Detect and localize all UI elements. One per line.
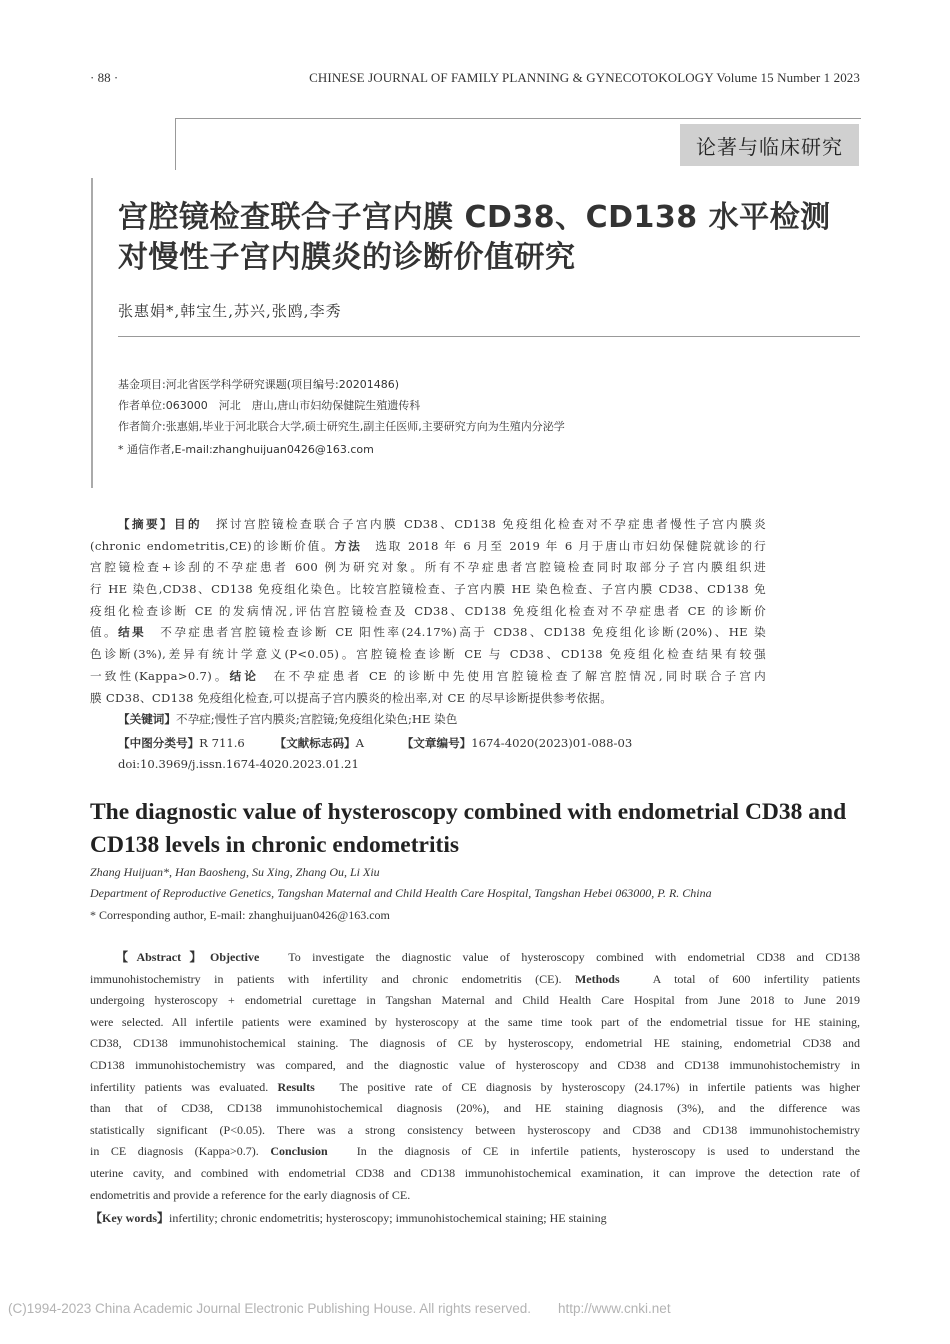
divider [118, 336, 860, 337]
article-number-value: 1674-4020(2023)01-088-03 [471, 736, 633, 750]
abstract-cn-label: 结果 [118, 625, 147, 640]
author-bio: 作者简介:张惠娟,毕业于河北联合大学,硕士研究生,副主任医师,主要研究方向为生殖内分泌学 [118, 420, 565, 433]
title-cn-line1: 宫腔镜检查联合子宫内膜 CD38、CD138 水平检测 [118, 200, 831, 235]
abstract-en-line [90, 1077, 860, 1099]
abstract-en-line [90, 1098, 860, 1120]
abstract-en-text: CD38, CD138 immunohistochemical staining. The diagnosis of CE by hysteroscopy, endometrial HE staining, endometrial CD38 and [90, 1036, 860, 1051]
keywords-cn-label: 【关键词】 [118, 712, 176, 726]
copyright-footer: (C)1994-2023 China Academic Journal Electronic Publishing House. All rights reserved. http://www.cnki.net [8, 1301, 671, 1316]
abstract-cn-line [90, 557, 766, 579]
abstract-en-line [90, 1033, 860, 1055]
corresponding-author: * 通信作者,E-mail:zhanghuijuan0426@163.com [118, 443, 374, 456]
abstract-en-label: Results [277, 1079, 315, 1094]
abstract-en-line [90, 969, 860, 991]
abstract-en-text: A total of 600 infertility patients [619, 971, 860, 986]
abstract-en-text: than that of CD38, CD138 immunohistochemical diagnosis (20%), and HE staining diagnosis (3%), and the difference was [90, 1101, 860, 1116]
abstract-cn-text: 膜 CD38、CD138 免疫组化检查,可以提高子宫内膜炎的检出率,对 CE 的尽早诊断提供参考依据。 [90, 690, 613, 705]
keywords-en-label: 【Key words】 [90, 1211, 169, 1225]
header-rule-vertical [175, 118, 176, 170]
corresponding-author-en: * Corresponding author, E-mail: zhanghuijuan0426@163.com [90, 908, 390, 922]
abstract-cn-text: 探讨宫腔镜检查联合子宫内膜 CD38、CD138 免疫组化检查对不孕症患者慢性子宫内膜炎 [201, 517, 766, 531]
abstract-cn-line [90, 688, 766, 710]
abstract-en-line [90, 1141, 860, 1163]
abstract-en-label: 【Abstract】Objective [116, 950, 260, 964]
doc-code-label: 【文献标志码】 [274, 736, 356, 750]
abstract-cn-text: 宫腔镜检查+诊刮的不孕症患者 600 例为研究对象。所有不孕症患者宫腔镜检查同时取部分子宫内膜组织进 [90, 560, 766, 575]
abstract-cn-text: 行 HE 染色,CD38、CD138 免疫组化染色。比较宫腔镜检查、子宫内膜 HE 染色检查、子宫内膜 CD38、CD138 免 [90, 582, 766, 597]
article-number-label: 【文章编号】 [401, 736, 472, 750]
title-en-line2: CD138 levels in chronic endometritis [90, 832, 460, 858]
keywords-en [90, 1209, 607, 1226]
abstract-en-text: In the diagnosis of CE in infertile patients, hysteroscopy is used to understand the [327, 1144, 860, 1159]
abstract-en-line [90, 947, 860, 969]
abstract-en-line [90, 990, 860, 1012]
abstract-cn-text: 选取 2018 年 6 月至 2019 年 6 月于唐山市妇幼保健院就诊的行 [361, 538, 766, 553]
abstract-cn-line [90, 644, 766, 666]
keywords-cn-text: 不孕症;慢性子宫内膜炎;宫腔镜;免疫组化染色;HE 染色 [175, 712, 458, 726]
abstract-en-text: To investigate the diagnostic value of hysteroscopy combined with endometrial CD38 and CD138 [259, 950, 860, 964]
affiliation-en: Department of Reproductive Genetics, Tangshan Maternal and Child Health Care Hospital, Tangshan Hebei 063000, P. R. China [90, 886, 712, 900]
abstract-cn-text: 色诊断(3%),差异有统计学意义(P<0.05)。宫腔镜检查诊断 CE 与 CD38、CD138 免疫组化检查结果有较强 [90, 647, 766, 662]
keywords-en-text: infertility; chronic endometritis; hysteroscopy; immunohistochemical staining; HE staining [169, 1211, 607, 1225]
abstract-en-text: were selected. All infertile patients were examined by hysteroscopy at the same time took part of the endometrial tissue for HE staining, [90, 1014, 860, 1029]
journal-header: CHINESE JOURNAL OF FAMILY PLANNING & GYNECOTOKOLOGY Volume 15 Number 1 2023 [309, 70, 860, 85]
abstract-cn-text: 一致性(Kappa>0.7)。 [90, 668, 230, 683]
abstract-cn-text: 疫组化检查诊断 CE 的发病情况,评估宫腔镜检查及 CD38、CD138 免疫组化检查对不孕症患者 CE 的诊断价 [90, 603, 766, 618]
authors-en: Zhang Huijuan*, Han Baosheng, Su Xing, Zhang Ou, Li Xiu [90, 865, 380, 879]
abstract-en-text: The positive rate of CE diagnosis by hysteroscopy (24.17%) in infertile patients was higher [314, 1079, 860, 1094]
abstract-cn-label: 结论 [229, 668, 260, 683]
abstract-cn-text: 值。 [90, 625, 119, 640]
abstract-en-line [90, 1012, 860, 1034]
abstract-en-text: statistically significant (P<0.05). There was a strong consistency between hysteroscopy and CD38 and CD138 immunohistochemistry [90, 1122, 860, 1137]
authors-cn: 张惠娟*,韩宝生,苏兴,张鸥,李秀 [118, 302, 342, 320]
abstract-en-line [90, 1055, 860, 1077]
doc-code-value: A [355, 736, 365, 750]
abstract-cn-line [90, 666, 766, 688]
header-rule [175, 118, 861, 119]
abstract-en-label: Methods [574, 971, 620, 986]
abstract-cn-line [90, 579, 766, 601]
abstract-cn-line [90, 622, 766, 644]
doi: doi:10.3969/j.issn.1674-4020.2023.01.21 [118, 757, 359, 771]
abstract-cn-text: (chronic endometritis,CE)的诊断价值。 [90, 538, 335, 553]
abstract-en-text: uterine cavity, and combined with endometrial CD38 and CD138 immunohistochemical examination, it can improve the detection rate of [90, 1165, 860, 1180]
title-cn-line2: 对慢性子宫内膜炎的诊断价值研究 [118, 240, 576, 275]
classification [118, 735, 632, 751]
author-unit: 作者单位:063000 河北 唐山,唐山市妇幼保健院生殖遗传科 [118, 399, 421, 412]
section-badge: 论著与临床研究 [680, 124, 859, 166]
abstract-en-label: Conclusion [270, 1144, 328, 1159]
fund-info: 基金项目:河北省医学科学研究课题(项目编号:20201486) [118, 378, 399, 391]
abstract-cn-line [90, 514, 766, 536]
abstract-cn-text: 不孕症患者宫腔镜检查诊断 CE 阳性率(24.17%)高于 CD38、CD138 免疫组化诊断(20%)、HE 染 [146, 625, 766, 640]
abstract-cn-label: 方法 [334, 538, 362, 553]
abstract-en-text: immunohistochemistry in patients with infertility and chronic endometritis (CE). [90, 971, 562, 986]
abstract-en-line [90, 1185, 860, 1207]
abstract-en-text: in CE diagnosis (Kappa>0.7). [90, 1144, 259, 1159]
abstract-en-text: infertility patients was evaluated. [90, 1079, 269, 1094]
abstract-en-line [90, 1120, 860, 1142]
abstract-cn [90, 514, 766, 709]
abstract-cn-line [90, 601, 766, 623]
abstract-en-text: CD138 immunohistochemistry was compared, and the diagnostic value of hysteroscopy and CD38 and CD138 immunohistochemistry in [90, 1057, 860, 1072]
clc-value: R 711.6 [199, 736, 245, 750]
keywords-cn [118, 711, 457, 727]
page-number: · 88 · [90, 70, 119, 85]
abstract-en-text: undergoing hysteroscopy + endometrial curettage in Tangshan Maternal and Child Health Care Hospital from June 2018 to June 2019 [90, 993, 860, 1008]
abstract-en [90, 947, 860, 1206]
abstract-cn-line [90, 536, 766, 558]
clc-label: 【中图分类号】 [118, 736, 200, 750]
abstract-en-line [90, 1163, 860, 1185]
abstract-cn-text: 在不孕症患者 CE 的诊断中先使用宫腔镜检查了解宫腔情况,同时联合子宫内 [259, 668, 766, 683]
abstract-cn-label: 【摘要】目的 [118, 517, 202, 531]
title-side-bar [91, 178, 93, 488]
title-en-line1: The diagnostic value of hysteroscopy combined with endometrial CD38 and [90, 799, 847, 825]
abstract-en-text: endometritis and provide a reference for the early diagnosis of CE. [90, 1187, 411, 1202]
